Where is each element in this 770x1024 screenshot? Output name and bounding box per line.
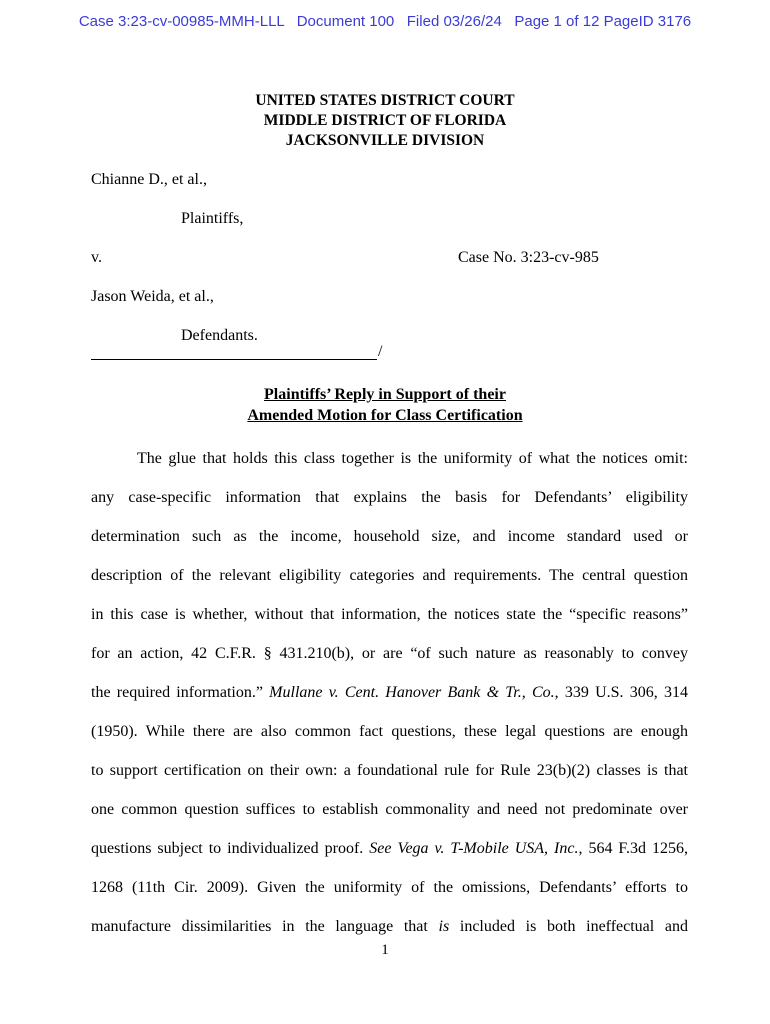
line-text: manufacture dissimilarities in the language that (91, 918, 439, 935)
title-line-2: Amended Motion for Class Certification (247, 407, 523, 424)
body-line: description of the relevant eligibility categories and requirements. The central question (91, 567, 688, 584)
line-text: included is both ineffectual and (449, 918, 689, 935)
caption-slash: / (378, 343, 383, 360)
body-text (91, 439, 688, 946)
case-citation: See Vega v. T-Mobile USA, Inc. (369, 840, 579, 857)
plaintiff-role: Plaintiffs, (181, 210, 244, 227)
page-number: 1 (381, 942, 389, 958)
court-name-line: UNITED STATES DISTRICT COURT (255, 92, 515, 109)
document-title (0, 384, 770, 426)
body-line: (1950). While there are also common fact questions, these legal questions are enough (91, 723, 688, 740)
body-line: one common question suffices to establish commonality and need not predominate over (91, 801, 688, 818)
body-line-citation (91, 829, 688, 868)
district-line: MIDDLE DISTRICT OF FLORIDA (263, 112, 507, 129)
case-number: Case No. 3:23-cv-985 (458, 249, 599, 266)
body-line-citation (91, 673, 688, 712)
emphasis-word: is (438, 918, 450, 935)
body-line: 1268 (11th Cir. 2009). Given the uniformity of the omissions, Defendants’ efforts to (91, 879, 688, 896)
line-text: , 339 U.S. 306, 314 (554, 684, 688, 701)
defendant-role: Defendants. (181, 327, 258, 344)
versus-label: v. (91, 249, 102, 266)
body-line: to support certification on their own: a foundational rule for Rule 23(b)(2) classes is that (91, 762, 688, 779)
court-heading (0, 91, 770, 151)
body-line: determination such as the income, household size, and income standard used or (91, 528, 688, 545)
body-line: The glue that holds this class together is the uniformity of what the notices omit: (137, 450, 688, 467)
filing-header-stamp: Case 3:23-cv-00985-MMH-LLL Document 100 Filed 03/26/24 Page 1 of 12 PageID 3176 (78, 13, 692, 30)
line-text: questions subject to individualized proof. (91, 840, 370, 857)
plaintiff-name: Chianne D., et al., (91, 171, 207, 188)
case-citation: Mullane v. Cent. Hanover Bank & Tr., Co. (269, 684, 555, 701)
line-text: , 564 F.3d 1256, (578, 840, 688, 857)
body-line: any case-specific information that explains the basis for Defendants’ eligibility (91, 489, 688, 506)
body-line-emphasis (91, 907, 688, 946)
defendant-name: Jason Weida, et al., (91, 288, 214, 305)
body-line: for an action, 42 C.F.R. § 431.210(b), or are “of such nature as reasonably to convey (91, 645, 688, 662)
body-line: in this case is whether, without that information, the notices state the “specific reasons” (91, 606, 688, 623)
line-text: the required information.” (91, 684, 270, 701)
caption-underline (91, 359, 377, 360)
division-line: JACKSONVILLE DIVISION (285, 132, 485, 149)
title-line-1: Plaintiffs’ Reply in Support of their (264, 386, 506, 403)
